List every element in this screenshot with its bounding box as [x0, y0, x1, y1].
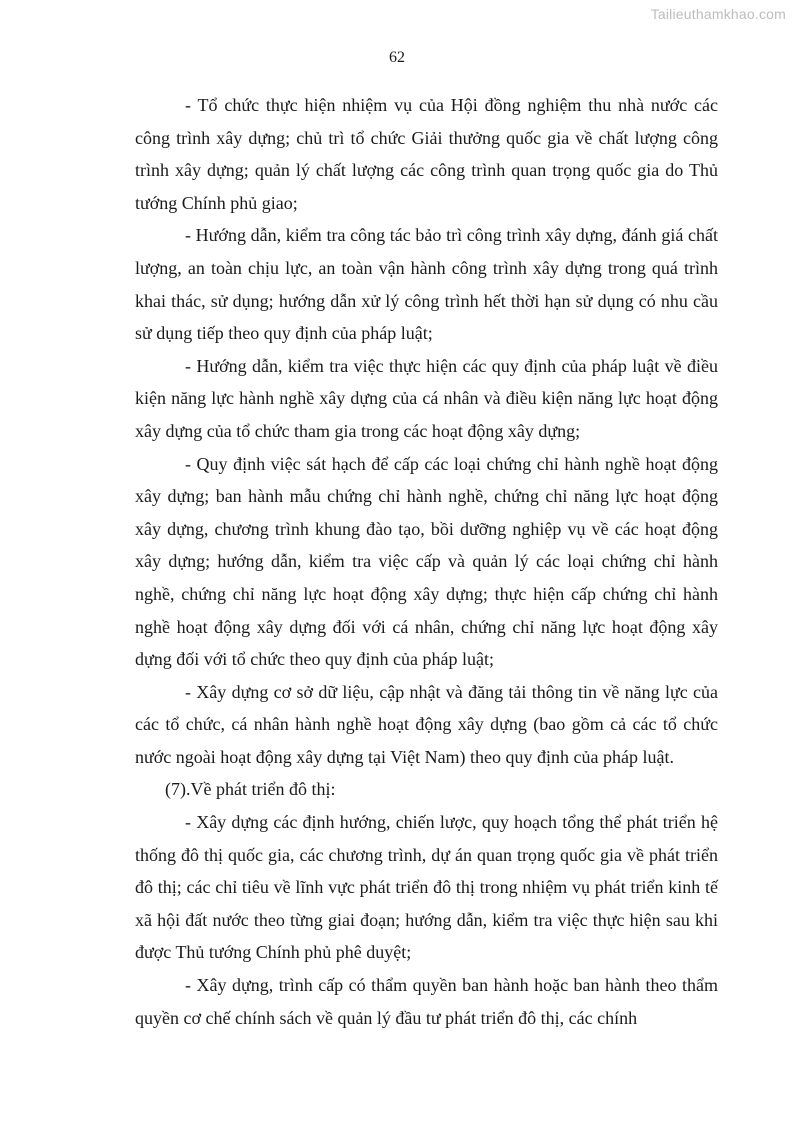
paragraph-1: - Tổ chức thực hiện nhiệm vụ của Hội đồng nghiệm thu nhà nước các công trình xây dựng; chủ trì tổ chức Giải thưởng quốc gia về chất lượng công trình xây dựng; quản lý chất lượng các công trình quan trọng quốc gia do Thủ tướng Chính phủ giao;: [135, 95, 718, 213]
paragraph-4: - Quy định việc sát hạch để cấp các loại chứng chỉ hành nghề hoạt động xây dựng; ban hành mẫu chứng chỉ hành nghề, chứng chỉ năng lực hoạt động xây dựng, chương trình khung đào tạo, bồi dưỡng nghiệp vụ về các hoạt động xây dựng; hướng dẫn, kiểm tra việc cấp và quản lý các loại chứng chỉ hành nghề, chứng chỉ năng lực hoạt động xây dựng; thực hiện cấp chứng chỉ hành nghề hoạt động xây dựng đối với cá nhân, chứng chỉ năng lực hoạt động xây dựng đối với tổ chức theo quy định của pháp luật;: [135, 453, 718, 670]
paragraph-3: - Hướng dẫn, kiểm tra việc thực hiện các quy định của pháp luật về điều kiện năng lực hành nghề xây dựng của cá nhân và điều kiện năng lực hoạt động xây dựng của tổ chức tham gia trong các hoạt động xây dựng;: [135, 355, 718, 441]
document-body: [135, 89, 718, 1034]
paragraph-2: - Hướng dẫn, kiểm tra công tác bảo trì công trình xây dựng, đánh giá chất lượng, an toàn chịu lực, an toàn vận hành công trình xây dựng trong quá trình khai thác, sử dụng; hướng dẫn xử lý công trình hết thời hạn sử dụng có nhu cầu sử dụng tiếp theo quy định của pháp luật;: [135, 225, 718, 344]
paragraph-6: - Xây dựng các định hướng, chiến lược, quy hoạch tổng thể phát triển hệ thống đô thị quốc gia, các chương trình, dự án quan trọng quốc gia về phát triển đô thị; các chỉ tiêu về lĩnh vực phát triển đô thị trong nhiệm vụ phát triển kinh tế xã hội đất nước theo từng giai đoạn; hướng dẫn, kiểm tra việc thực hiện sau khi được Thủ tướng Chính phủ phê duyệt;: [135, 812, 718, 963]
section-heading-urban-development: (7).Về phát triển đô thị:: [165, 779, 336, 800]
paragraph-5: - Xây dựng cơ sở dữ liệu, cập nhật và đăng tải thông tin về năng lực của các tổ chức, cá nhân hành nghề hoạt động xây dựng (bao gồm cả các tổ chức nước ngoài hoạt động xây dựng tại Việt Nam) theo quy định của pháp luật.: [135, 681, 718, 767]
page-number: 62: [389, 49, 405, 66]
paragraph-7: - Xây dựng, trình cấp có thẩm quyền ban hành hoặc ban hành theo thẩm quyền cơ chế chính sách về quản lý đầu tư phát triển đô thị, các chính: [135, 975, 718, 1028]
watermark-text: Tailieuthamkhao.com: [650, 6, 786, 22]
